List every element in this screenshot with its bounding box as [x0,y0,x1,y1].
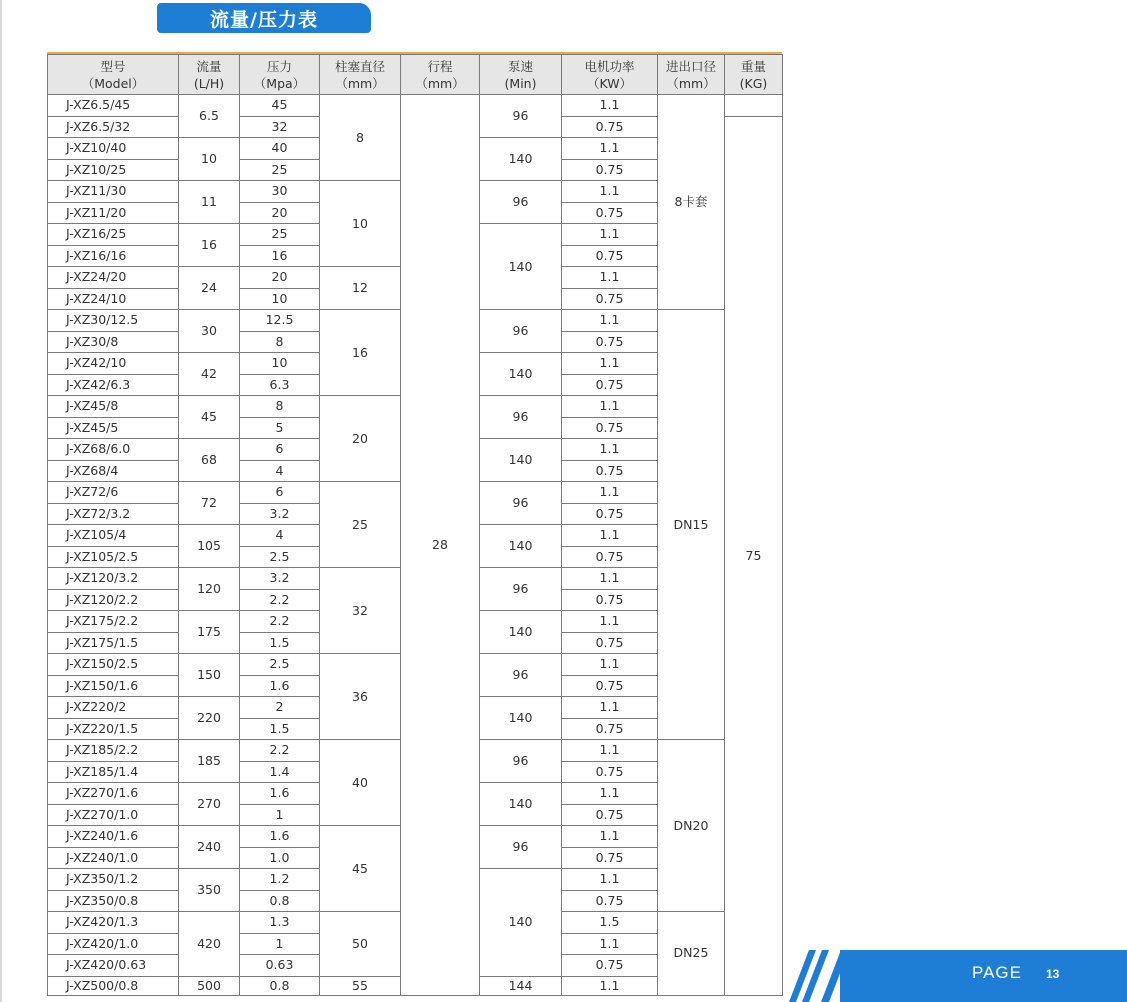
pressure-cell: 6.3 [240,374,320,396]
model-cell: J-XZ105/4 [48,525,179,547]
flow-cell: 45 [179,396,240,439]
motor-power-cell: 0.75 [562,159,658,181]
stroke-cell: 28 [401,95,480,996]
pressure-cell: 8 [240,396,320,418]
pump-speed-cell: 96 [480,740,562,783]
pump-speed-cell: 140 [480,697,562,740]
flow-cell: 30 [179,310,240,353]
pressure-cell: 1.6 [240,826,320,848]
pump-speed-cell: 140 [480,439,562,482]
flow-cell: 240 [179,826,240,869]
pressure-cell: 1.3 [240,912,320,934]
pump-speed-cell: 140 [480,138,562,181]
motor-power-cell: 1.1 [562,310,658,332]
pressure-cell: 4 [240,525,320,547]
header-pump-speed: 泵速 (Min) [480,55,562,95]
model-cell: J-XZ11/30 [48,181,179,203]
motor-power-cell: 0.75 [562,632,658,654]
table-header-row [48,55,783,95]
flow-cell: 120 [179,568,240,611]
model-cell: J-XZ24/10 [48,288,179,310]
model-cell: J-XZ30/12.5 [48,310,179,332]
pressure-cell: 4 [240,460,320,482]
model-cell: J-XZ350/1.2 [48,869,179,891]
pump-speed-cell: 96 [480,826,562,869]
header-motor-power: 电机功率 （KW） [562,55,658,95]
motor-power-cell: 1.1 [562,396,658,418]
motor-power-cell: 0.75 [562,955,658,977]
pressure-cell: 6 [240,482,320,504]
motor-power-cell: 1.1 [562,353,658,375]
pressure-cell: 5 [240,417,320,439]
table-body [48,95,783,996]
section-title: 流量/压力表 [157,3,371,33]
pressure-cell: 1.2 [240,869,320,891]
pressure-cell: 3.2 [240,568,320,590]
model-cell: J-XZ120/3.2 [48,568,179,590]
motor-power-cell: 1.1 [562,654,658,676]
pressure-cell: 30 [240,181,320,203]
flow-cell: 350 [179,869,240,912]
pressure-cell: 12.5 [240,310,320,332]
motor-power-cell: 0.75 [562,288,658,310]
model-cell: J-XZ220/1.5 [48,718,179,740]
pump-speed-cell: 96 [480,310,562,353]
model-cell: J-XZ185/1.4 [48,761,179,783]
model-cell: J-XZ120/2.2 [48,589,179,611]
model-cell: J-XZ185/2.2 [48,740,179,762]
flow-cell: 42 [179,353,240,396]
model-cell: J-XZ270/1.0 [48,804,179,826]
plunger-diameter-cell: 40 [320,740,401,826]
motor-power-cell: 0.75 [562,804,658,826]
pump-speed-cell: 96 [480,95,562,138]
plunger-diameter-cell: 50 [320,912,401,977]
flow-cell: 16 [179,224,240,267]
model-cell: J-XZ420/0.63 [48,955,179,977]
model-cell: J-XZ45/8 [48,396,179,418]
model-cell: J-XZ24/20 [48,267,179,289]
pressure-cell: 2.5 [240,654,320,676]
header-flow: 流量 (L/H) [179,55,240,95]
motor-power-cell: 1.1 [562,482,658,504]
pressure-cell: 1.5 [240,632,320,654]
model-cell: J-XZ240/1.0 [48,847,179,869]
model-cell: J-XZ10/40 [48,138,179,160]
flow-cell: 24 [179,267,240,310]
model-cell: J-XZ16/16 [48,245,179,267]
pump-speed-cell: 96 [480,396,562,439]
motor-power-cell: 1.5 [562,912,658,934]
motor-power-cell: 1.1 [562,783,658,805]
pressure-cell: 1.5 [240,718,320,740]
plunger-diameter-cell: 25 [320,482,401,568]
flow-pressure-table [47,54,783,996]
model-cell: J-XZ68/4 [48,460,179,482]
pressure-cell: 2.5 [240,546,320,568]
pressure-cell: 1 [240,804,320,826]
weight-cell: 75 [725,116,783,995]
pressure-cell: 0.8 [240,890,320,912]
pressure-cell: 40 [240,138,320,160]
model-cell: J-XZ42/10 [48,353,179,375]
model-cell: J-XZ42/6.3 [48,374,179,396]
plunger-diameter-cell: 32 [320,568,401,654]
motor-power-cell: 0.75 [562,503,658,525]
pressure-cell: 2.2 [240,589,320,611]
motor-power-cell: 1.1 [562,611,658,633]
model-cell: J-XZ500/0.8 [48,976,179,995]
model-cell: J-XZ105/2.5 [48,546,179,568]
flow-cell: 220 [179,697,240,740]
motor-power-cell: 1.1 [562,224,658,246]
model-cell: J-XZ30/8 [48,331,179,353]
pump-speed-cell: 96 [480,568,562,611]
flow-cell: 270 [179,783,240,826]
weight-cell [725,95,783,117]
plunger-diameter-cell: 45 [320,826,401,912]
flow-cell: 6.5 [179,95,240,138]
model-cell: J-XZ16/25 [48,224,179,246]
plunger-diameter-cell: 12 [320,267,401,310]
port-size-cell: DN20 [658,740,725,912]
model-cell: J-XZ45/5 [48,417,179,439]
plunger-diameter-cell: 10 [320,181,401,267]
pressure-cell: 6 [240,439,320,461]
motor-power-cell: 0.75 [562,589,658,611]
header-weight: 重量 (KG) [725,55,783,95]
model-cell: J-XZ11/20 [48,202,179,224]
model-cell: J-XZ6.5/45 [48,95,179,117]
model-cell: J-XZ350/0.8 [48,890,179,912]
pressure-cell: 45 [240,95,320,117]
flow-cell: 500 [179,976,240,995]
pump-speed-cell: 140 [480,783,562,826]
pressure-cell: 1.6 [240,783,320,805]
flow-cell: 10 [179,138,240,181]
model-cell: J-XZ10/25 [48,159,179,181]
motor-power-cell: 1.1 [562,976,658,995]
pressure-cell: 16 [240,245,320,267]
pump-speed-cell: 140 [480,611,562,654]
header-pressure: 压力 （Mpa） [240,55,320,95]
flow-cell: 11 [179,181,240,224]
header-plunger-diameter: 柱塞直径 （mm） [320,55,401,95]
model-cell: J-XZ175/2.2 [48,611,179,633]
pressure-cell: 10 [240,353,320,375]
pressure-cell: 10 [240,288,320,310]
flow-cell: 175 [179,611,240,654]
motor-power-cell: 1.1 [562,697,658,719]
pressure-cell: 25 [240,224,320,246]
port-size-cell: 8卡套 [658,95,725,310]
motor-power-cell: 0.75 [562,331,658,353]
header-port-size: 进出口径 （mm） [658,55,725,95]
model-cell: J-XZ72/6 [48,482,179,504]
pressure-cell: 2.2 [240,611,320,633]
motor-power-cell: 0.75 [562,460,658,482]
pump-speed-cell: 140 [480,869,562,977]
motor-power-cell: 1.1 [562,439,658,461]
motor-power-cell: 0.75 [562,202,658,224]
model-cell: J-XZ220/2 [48,697,179,719]
motor-power-cell: 1.1 [562,267,658,289]
model-cell: J-XZ420/1.3 [48,912,179,934]
motor-power-cell: 1.1 [562,826,658,848]
plunger-diameter-cell: 36 [320,654,401,740]
motor-power-cell: 1.1 [562,138,658,160]
pressure-cell: 20 [240,202,320,224]
motor-power-cell: 0.75 [562,761,658,783]
motor-power-cell: 0.75 [562,116,658,138]
flow-cell: 150 [179,654,240,697]
pump-speed-cell: 140 [480,525,562,568]
motor-power-cell: 0.75 [562,374,658,396]
pressure-cell: 2.2 [240,740,320,762]
model-cell: J-XZ270/1.6 [48,783,179,805]
model-cell: J-XZ68/6.0 [48,439,179,461]
motor-power-cell: 1.1 [562,181,658,203]
page-edge-line [0,0,2,1002]
pressure-cell: 8 [240,331,320,353]
pump-speed-cell: 96 [480,654,562,697]
motor-power-cell: 0.75 [562,718,658,740]
pressure-cell: 0.63 [240,955,320,977]
flow-cell: 420 [179,912,240,977]
pressure-cell: 0.8 [240,976,320,995]
pump-speed-cell: 96 [480,482,562,525]
motor-power-cell: 0.75 [562,546,658,568]
model-cell: J-XZ240/1.6 [48,826,179,848]
pressure-cell: 2 [240,697,320,719]
motor-power-cell: 1.1 [562,525,658,547]
motor-power-cell: 1.1 [562,933,658,955]
plunger-diameter-cell: 20 [320,396,401,482]
motor-power-cell: 0.75 [562,245,658,267]
port-size-cell: DN15 [658,310,725,740]
motor-power-cell: 1.1 [562,869,658,891]
plunger-diameter-cell: 55 [320,976,401,995]
model-cell: J-XZ72/3.2 [48,503,179,525]
pressure-cell: 1 [240,933,320,955]
page-label: PAGE [972,963,1022,982]
plunger-diameter-cell: 16 [320,310,401,396]
motor-power-cell: 1.1 [562,568,658,590]
motor-power-cell: 0.75 [562,417,658,439]
pressure-cell: 3.2 [240,503,320,525]
flow-cell: 185 [179,740,240,783]
pressure-cell: 25 [240,159,320,181]
port-size-cell: DN25 [658,912,725,996]
pressure-cell: 1.0 [240,847,320,869]
pump-speed-cell: 144 [480,976,562,995]
flow-cell: 72 [179,482,240,525]
table-row [48,95,783,117]
pump-speed-cell: 140 [480,224,562,310]
motor-power-cell: 1.1 [562,95,658,117]
model-cell: J-XZ150/1.6 [48,675,179,697]
motor-power-cell: 1.1 [562,740,658,762]
pump-speed-cell: 96 [480,181,562,224]
flow-cell: 105 [179,525,240,568]
model-cell: J-XZ420/1.0 [48,933,179,955]
model-cell: J-XZ175/1.5 [48,632,179,654]
pressure-cell: 1.6 [240,675,320,697]
pressure-cell: 20 [240,267,320,289]
plunger-diameter-cell: 8 [320,95,401,181]
pressure-cell: 32 [240,116,320,138]
model-cell: J-XZ6.5/32 [48,116,179,138]
model-cell: J-XZ150/2.5 [48,654,179,676]
flow-cell: 68 [179,439,240,482]
motor-power-cell: 0.75 [562,847,658,869]
pump-speed-cell: 140 [480,353,562,396]
pressure-cell: 1.4 [240,761,320,783]
header-model: 型号 （Model） [48,55,179,95]
header-stroke: 行程 （mm） [401,55,480,95]
motor-power-cell: 0.75 [562,890,658,912]
motor-power-cell: 0.75 [562,675,658,697]
page-number: 13 [1046,967,1060,981]
